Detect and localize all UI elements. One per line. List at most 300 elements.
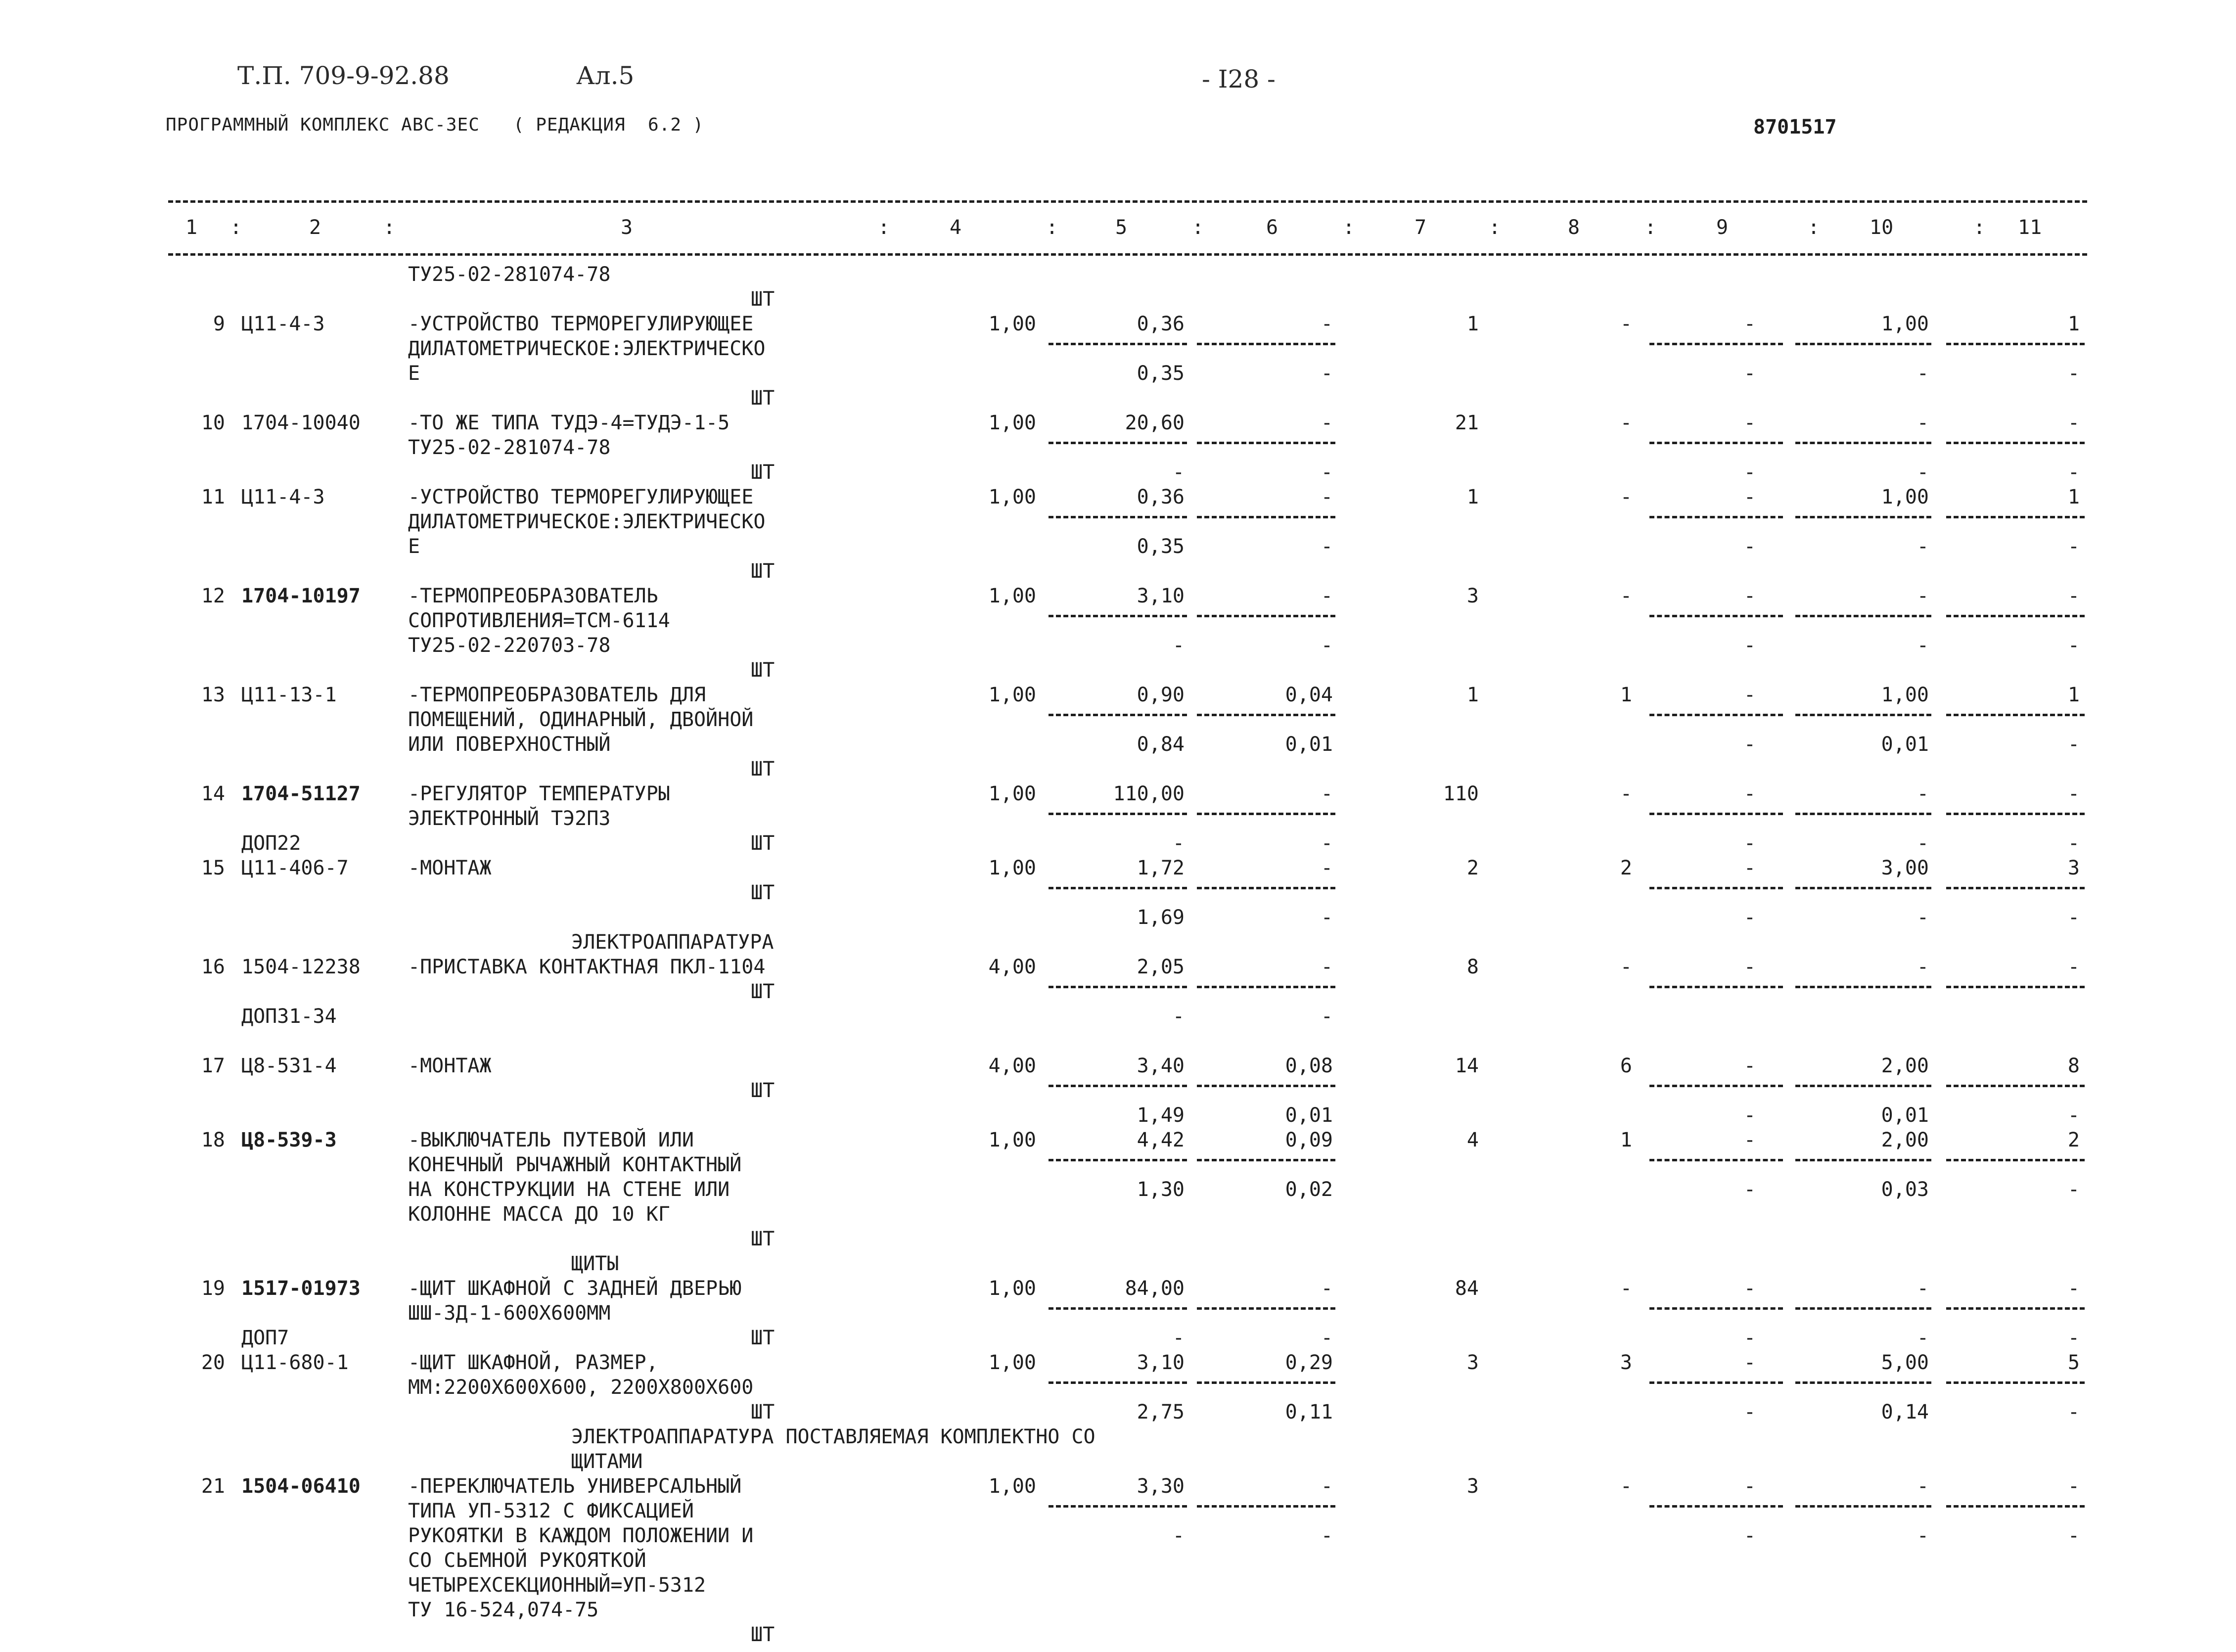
cell-underline: [1649, 714, 1783, 716]
cell-underline: [1049, 343, 1187, 345]
cell-col-9: -: [1743, 362, 1756, 385]
cell-col-11: -: [2067, 1327, 2080, 1349]
cell-col-5: -: [1172, 461, 1185, 484]
cell-col-6: -: [1321, 857, 1333, 879]
cell-col-5: 4,42: [1137, 1129, 1185, 1151]
cell-underline: [1946, 343, 2085, 345]
cell-col-3: -ТЕРМОПРЕОБРАЗОВАТЕЛЬ ДЛЯ: [408, 684, 706, 706]
cell-col-10: -: [1917, 1524, 1929, 1547]
cell-col-3: СО СЬЕМНОЙ РУКОЯТКОЙ: [408, 1549, 646, 1572]
cell-col-3: ПОМЕЩЕНИЙ, ОДИНАРНЫЙ, ДВОЙНОЙ: [408, 708, 754, 731]
cell-col-10: 1,00: [1881, 684, 1929, 706]
cell-underline: [1197, 343, 1335, 345]
cell-col-2: Ц11-406-7: [241, 857, 349, 879]
cell-underline: [1795, 714, 1931, 716]
cell-col-6: 0,01: [1285, 733, 1333, 756]
cell-col-8: 1: [1620, 1129, 1632, 1151]
cell-underline: [1946, 887, 2085, 889]
cell-col-9: -: [1743, 782, 1756, 805]
cell-col-6: 0,09: [1285, 1129, 1333, 1151]
cell-col-11: -: [2067, 832, 2080, 855]
cell-col-5: 2,75: [1137, 1401, 1185, 1423]
cell-col-4: 1,00: [988, 782, 1036, 805]
top-rule: [168, 200, 2087, 203]
cell-col-8: -: [1620, 313, 1632, 335]
cell-underline: [1649, 442, 1783, 444]
unit-cell: ШТ: [751, 288, 775, 311]
cell-underline: [1795, 1159, 1931, 1161]
cell-col-3: РУКОЯТКИ В КАЖДОМ ПОЛОЖЕНИИ И: [408, 1524, 754, 1547]
program-line: ПРОГРАММНЫЙ КОМПЛЕКС АВС-3ЕС ( РЕДАКЦИЯ 6.2 ): [166, 115, 704, 135]
cell-col-7: 14: [1455, 1055, 1479, 1077]
cell-col-10: 1,00: [1881, 313, 1929, 335]
cell-underline: [1049, 887, 1187, 889]
cell-col-11: 1: [2067, 684, 2080, 706]
unit-cell: ШТ: [751, 1623, 775, 1646]
cell-col-11: -: [2067, 412, 2080, 434]
cell-col-1: 16: [201, 956, 225, 978]
cell-col-8: -: [1620, 1475, 1632, 1498]
cell-col-4: 1,00: [988, 1129, 1036, 1151]
cell-col-5: 20,60: [1125, 412, 1185, 434]
cell-col-2: 1517-01973: [241, 1277, 361, 1300]
cell-underline: [1197, 813, 1335, 815]
unit-cell: ШТ: [751, 832, 775, 855]
unit-cell: ШТ: [751, 461, 775, 484]
cell-col-9: -: [1743, 1277, 1756, 1300]
cell-col-7: 1: [1466, 486, 1479, 508]
cell-col-11: -: [2067, 782, 2080, 805]
cell-col-10: -: [1917, 1327, 1929, 1349]
cell-underline: [1197, 1381, 1335, 1384]
cell-col-3: -УСТРОЙСТВО ТЕРМОРЕГУЛИРУЮЩЕЕ: [408, 313, 754, 335]
cell-col-3: ТИПА УП-5312 С ФИКСАЦИЕЙ: [408, 1500, 694, 1522]
cell-col-1: 13: [201, 684, 225, 706]
cell-col-6: -: [1321, 906, 1333, 929]
cell-col-2: Ц11-4-3: [241, 313, 325, 335]
column-number-8: 8: [1568, 216, 1580, 239]
cell-underline: [1795, 442, 1931, 444]
cell-underline: [1049, 1159, 1187, 1161]
cell-col-11: 1: [2067, 486, 2080, 508]
cell-col-8: -: [1620, 486, 1632, 508]
cell-underline: [1197, 1085, 1335, 1087]
cell-col-5: -: [1172, 1005, 1185, 1028]
unit-cell: ШТ: [751, 881, 775, 904]
cell-col-3: -ЩИТ ШКАФНОЙ, РАЗМЕР,: [408, 1351, 658, 1374]
cell-col-3: -ПРИСТАВКА КОНТАКТНАЯ ПКЛ-1104: [408, 956, 766, 978]
unit-cell: ШТ: [751, 560, 775, 583]
unit-cell: ШТ: [751, 1401, 775, 1423]
cell-col-9: -: [1743, 906, 1756, 929]
cell-col-10: 2,00: [1881, 1129, 1929, 1151]
cell-col-2: 1504-12238: [241, 956, 361, 978]
cell-col-11: -: [2067, 733, 2080, 756]
cell-underline: [1197, 615, 1335, 617]
cell-underline: [1049, 442, 1187, 444]
cell-col-6: 0,08: [1285, 1055, 1333, 1077]
cell-col-8: -: [1620, 585, 1632, 607]
cell-col-9: -: [1743, 733, 1756, 756]
unit-cell: ШТ: [751, 1327, 775, 1349]
cell-col-5: 3,40: [1137, 1055, 1185, 1077]
cell-col-9: -: [1743, 1129, 1756, 1151]
cell-underline: [1197, 516, 1335, 518]
cell-col-7: 21: [1455, 412, 1479, 434]
section-heading: ЩИТЫ: [571, 1252, 619, 1275]
cell-col-3: ТУ 16-524,074-75: [408, 1599, 599, 1621]
cell-col-8: -: [1620, 956, 1632, 978]
cell-col-10: -: [1917, 832, 1929, 855]
cell-col-2: ДОП31-34: [241, 1005, 337, 1028]
cell-underline: [1049, 1505, 1187, 1508]
cell-col-3: ИЛИ ПОВЕРХНОСТНЫЙ: [408, 733, 611, 756]
cell-col-9: -: [1743, 412, 1756, 434]
column-separator: :: [383, 216, 396, 239]
cell-underline: [1795, 1505, 1931, 1508]
unit-cell: ШТ: [751, 659, 775, 682]
column-separator: :: [1489, 216, 1501, 239]
cell-col-6: 0,01: [1285, 1104, 1333, 1127]
cell-col-2: Ц8-531-4: [241, 1055, 337, 1077]
cell-col-5: 3,30: [1137, 1475, 1185, 1498]
cell-col-5: 3,10: [1137, 1351, 1185, 1374]
cell-col-3: -УСТРОЙСТВО ТЕРМОРЕГУЛИРУЮЩЕЕ: [408, 486, 754, 508]
cell-col-11: -: [2067, 634, 2080, 657]
cell-col-11: 1: [2067, 313, 2080, 335]
cell-col-6: -: [1321, 782, 1333, 805]
column-number-2: 2: [309, 216, 321, 239]
cell-col-8: 1: [1620, 684, 1632, 706]
cell-col-10: -: [1917, 535, 1929, 558]
cell-col-5: 1,30: [1137, 1178, 1185, 1201]
cell-col-5: 1,69: [1137, 906, 1185, 929]
cell-underline: [1795, 1307, 1931, 1310]
cell-col-5: 0,90: [1137, 684, 1185, 706]
cell-col-2: 1504-06410: [241, 1475, 361, 1498]
cell-col-8: 3: [1620, 1351, 1632, 1374]
cell-underline: [1946, 442, 2085, 444]
cell-underline: [1049, 516, 1187, 518]
album-number: Ал.5: [576, 61, 635, 90]
column-separator: :: [1644, 216, 1657, 239]
cell-col-8: 6: [1620, 1055, 1632, 1077]
cell-col-6: -: [1321, 956, 1333, 978]
cell-underline: [1795, 887, 1931, 889]
cell-underline: [1649, 986, 1783, 988]
cell-col-8: -: [1620, 1277, 1632, 1300]
cell-col-3: НА КОНСТРУКЦИИ НА СТЕНЕ ИЛИ: [408, 1178, 730, 1201]
cell-col-1: 12: [201, 585, 225, 607]
unit-cell: ШТ: [751, 758, 775, 780]
cell-col-10: 1,00: [1881, 486, 1929, 508]
cell-col-2: ДОП22: [241, 832, 301, 855]
cell-col-7: 1: [1466, 313, 1479, 335]
cell-col-5: 2,05: [1137, 956, 1185, 978]
cell-underline: [1197, 986, 1335, 988]
cell-col-6: 0,29: [1285, 1351, 1333, 1374]
cell-col-6: -: [1321, 634, 1333, 657]
cell-col-4: 1,00: [988, 1475, 1036, 1498]
cell-col-2: 1704-10040: [241, 412, 361, 434]
cell-col-11: -: [2067, 956, 2080, 978]
cell-underline: [1946, 615, 2085, 617]
cell-underline: [1197, 714, 1335, 716]
cell-underline: [1197, 442, 1335, 444]
page-number: - I28 -: [1202, 65, 1276, 93]
cell-col-9: -: [1743, 684, 1756, 706]
cell-col-6: -: [1321, 412, 1333, 434]
cell-underline: [1946, 1307, 2085, 1310]
cell-col-5: 0,36: [1137, 313, 1185, 335]
cell-col-2: ДОП7: [241, 1327, 289, 1349]
cell-underline: [1649, 1505, 1783, 1508]
cell-col-11: 2: [2067, 1129, 2080, 1151]
cell-col-7: 84: [1455, 1277, 1479, 1300]
cell-underline: [1049, 986, 1187, 988]
cell-col-3: ММ:2200Х600Х600, 2200Х800Х600: [408, 1376, 754, 1399]
cell-col-5: 0,36: [1137, 486, 1185, 508]
cell-col-3: ДИЛАТОМЕТРИЧЕСКОЕ:ЭЛЕКТРИЧЕСКО: [408, 510, 766, 533]
cell-col-3: ЧЕТЫРЕХСЕКЦИОННЫЙ=УП-5312: [408, 1574, 706, 1597]
cell-col-10: -: [1917, 412, 1929, 434]
cell-underline: [1946, 813, 2085, 815]
cell-col-2: 1704-10197: [241, 585, 361, 607]
column-separator: :: [230, 216, 242, 239]
cell-underline: [1197, 887, 1335, 889]
column-number-5: 5: [1115, 216, 1128, 239]
cell-col-3: ТУ25-02-220703-78: [408, 634, 611, 657]
cell-col-3: СОПРОТИВЛЕНИЯ=ТСМ-6114: [408, 609, 670, 632]
cell-col-5: 0,84: [1137, 733, 1185, 756]
cell-col-5: 84,00: [1125, 1277, 1185, 1300]
column-separator: :: [878, 216, 890, 239]
cell-col-3: -ТО ЖЕ ТИПА ТУДЭ-4=ТУДЭ-1-5: [408, 412, 730, 434]
cell-col-7: 1: [1466, 684, 1479, 706]
cell-col-10: -: [1917, 585, 1929, 607]
cell-col-6: -: [1321, 1005, 1333, 1028]
cell-underline: [1795, 343, 1931, 345]
cell-col-3: Е: [408, 535, 420, 558]
cell-col-7: 4: [1466, 1129, 1479, 1151]
cell-underline: [1649, 615, 1783, 617]
cell-col-7: 2: [1466, 857, 1479, 879]
cell-col-2: Ц11-4-3: [241, 486, 325, 508]
cell-col-4: 1,00: [988, 313, 1036, 335]
cell-col-6: 0,02: [1285, 1178, 1333, 1201]
cell-col-5: -: [1172, 1327, 1185, 1349]
cell-col-9: -: [1743, 634, 1756, 657]
cell-underline: [1049, 813, 1187, 815]
cell-underline: [1795, 516, 1931, 518]
cell-col-10: -: [1917, 362, 1929, 385]
cell-col-11: -: [2067, 1475, 2080, 1498]
cell-col-6: -: [1321, 1475, 1333, 1498]
cell-col-11: -: [2067, 585, 2080, 607]
section-heading: ЭЛЕКТРОАППАРАТУРА: [571, 931, 774, 954]
cell-col-9: -: [1743, 535, 1756, 558]
cell-col-9: -: [1743, 461, 1756, 484]
cell-col-9: -: [1743, 1104, 1756, 1127]
cell-underline: [1795, 1381, 1931, 1384]
column-separator: :: [1973, 216, 1986, 239]
unit-cell: ШТ: [751, 1228, 775, 1250]
cell-col-6: -: [1321, 313, 1333, 335]
cell-col-9: -: [1743, 1401, 1756, 1423]
cell-col-3: КОЛОННЕ МАССА ДО 10 КГ: [408, 1203, 670, 1226]
cell-col-9: -: [1743, 1524, 1756, 1547]
column-separator: :: [1192, 216, 1204, 239]
doc-id: 8701517: [1753, 116, 1837, 138]
cell-col-3: -МОНТАЖ: [408, 1055, 492, 1077]
cell-underline: [1649, 887, 1783, 889]
cell-col-9: -: [1743, 313, 1756, 335]
column-separator: :: [1046, 216, 1058, 239]
cell-underline: [1197, 1307, 1335, 1310]
cell-col-5: -: [1172, 1524, 1185, 1547]
cell-col-9: -: [1743, 486, 1756, 508]
cell-underline: [1049, 714, 1187, 716]
cell-col-10: 0,01: [1881, 733, 1929, 756]
cell-col-11: 8: [2067, 1055, 2080, 1077]
cell-col-7: 3: [1466, 1351, 1479, 1374]
cell-col-10: -: [1917, 782, 1929, 805]
cell-underline: [1049, 615, 1187, 617]
cell-col-4: 1,00: [988, 486, 1036, 508]
cell-col-1: 10: [201, 412, 225, 434]
column-number-6: 6: [1266, 216, 1278, 239]
cell-underline: [1649, 516, 1783, 518]
cell-col-10: 3,00: [1881, 857, 1929, 879]
cell-col-7: 110: [1443, 782, 1479, 805]
column-number-11: 11: [2018, 216, 2042, 239]
cell-col-3: ШШ-3Д-1-600Х600ММ: [408, 1302, 611, 1325]
cell-col-1: 21: [201, 1475, 225, 1498]
cell-col-9: -: [1743, 1178, 1756, 1201]
cell-col-4: 1,00: [988, 857, 1036, 879]
cell-col-4: 1,00: [988, 684, 1036, 706]
column-number-9: 9: [1716, 216, 1729, 239]
cell-col-9: -: [1743, 1475, 1756, 1498]
cell-underline: [1946, 986, 2085, 988]
cell-underline: [1049, 1307, 1187, 1310]
cell-col-9: -: [1743, 1327, 1756, 1349]
cell-col-4: 1,00: [988, 1351, 1036, 1374]
cell-col-11: -: [2067, 1524, 2080, 1547]
cell-col-11: -: [2067, 906, 2080, 929]
cell-col-2: 1704-51127: [241, 782, 361, 805]
cell-col-11: 3: [2067, 857, 2080, 879]
column-number-7: 7: [1415, 216, 1427, 239]
cell-col-3: -ВЫКЛЮЧАТЕЛЬ ПУТЕВОЙ ИЛИ: [408, 1129, 694, 1151]
cell-col-2: Ц11-13-1: [241, 684, 337, 706]
cell-underline: [1197, 1505, 1335, 1508]
cell-underline: [1946, 516, 2085, 518]
column-separator: :: [1808, 216, 1820, 239]
cell-col-10: -: [1917, 956, 1929, 978]
cell-col-9: -: [1743, 857, 1756, 879]
cell-col-9: -: [1743, 1351, 1756, 1374]
cell-col-5: 110,00: [1113, 782, 1185, 805]
cell-underline: [1795, 986, 1931, 988]
cell-col-8: 2: [1620, 857, 1632, 879]
cell-underline: [1946, 1381, 2085, 1384]
cell-underline: [1649, 1085, 1783, 1087]
cell-col-1: 20: [201, 1351, 225, 1374]
cell-col-9: -: [1743, 1055, 1756, 1077]
cell-col-10: -: [1917, 1475, 1929, 1498]
cell-col-4: 4,00: [988, 956, 1036, 978]
cell-col-6: -: [1321, 1277, 1333, 1300]
cell-col-3: -ПЕРЕКЛЮЧАТЕЛЬ УНИВЕРСАЛЬНЫЙ: [408, 1475, 742, 1498]
cell-col-10: 0,14: [1881, 1401, 1929, 1423]
cell-col-1: 14: [201, 782, 225, 805]
unit-cell: ШТ: [751, 387, 775, 410]
cell-col-3: ТУ25-02-281074-78: [408, 436, 611, 459]
cell-col-5: 3,10: [1137, 585, 1185, 607]
cell-col-10: 0,03: [1881, 1178, 1929, 1201]
cell-col-11: -: [2067, 1401, 2080, 1423]
cell-col-8: -: [1620, 412, 1632, 434]
cell-underline: [1049, 1381, 1187, 1384]
cell-col-1: 11: [201, 486, 225, 508]
column-number-10: 10: [1870, 216, 1894, 239]
cell-underline: [1049, 1085, 1187, 1087]
cell-col-6: -: [1321, 535, 1333, 558]
cell-col-11: -: [2067, 362, 2080, 385]
cell-col-10: -: [1917, 906, 1929, 929]
cell-col-1: 17: [201, 1055, 225, 1077]
cell-col-10: 2,00: [1881, 1055, 1929, 1077]
cell-col-1: 19: [201, 1277, 225, 1300]
cell-underline: [1795, 813, 1931, 815]
cell-underline: [1197, 1159, 1335, 1161]
cell-col-6: -: [1321, 1327, 1333, 1349]
cell-col-3: ЭЛЕКТРОННЫЙ ТЭ2ПЗ: [408, 807, 611, 830]
cell-underline: [1649, 1381, 1783, 1384]
cell-col-3: -МОНТАЖ: [408, 857, 492, 879]
cell-col-6: -: [1321, 585, 1333, 607]
cell-col-6: -: [1321, 486, 1333, 508]
cell-col-11: 5: [2067, 1351, 2080, 1374]
cell-col-10: -: [1917, 634, 1929, 657]
header-rule: [168, 253, 2087, 256]
cell-col-5: 1,72: [1137, 857, 1185, 879]
cell-col-4: 4,00: [988, 1055, 1036, 1077]
cell-col-3: ТУ25-02-281074-78: [408, 263, 611, 286]
cell-col-6: -: [1321, 461, 1333, 484]
cell-col-3: ДИЛАТОМЕТРИЧЕСКОЕ:ЭЛЕКТРИЧЕСКО: [408, 337, 766, 360]
cell-col-6: 0,04: [1285, 684, 1333, 706]
cell-col-3: -ТЕРМОПРЕОБРАЗОВАТЕЛЬ: [408, 585, 658, 607]
doc-code: Т.П. 709-9-92.88: [237, 61, 450, 90]
cell-col-5: -: [1172, 634, 1185, 657]
cell-col-3: Е: [408, 362, 420, 385]
cell-col-11: -: [2067, 535, 2080, 558]
cell-col-6: 0,11: [1285, 1401, 1333, 1423]
cell-col-1: 9: [213, 313, 225, 335]
cell-col-8: -: [1620, 782, 1632, 805]
cell-col-1: 18: [201, 1129, 225, 1151]
cell-col-1: 15: [201, 857, 225, 879]
cell-col-3: КОНЕЧНЫЙ РЫЧАЖНЫЙ КОНТАКТНЫЙ: [408, 1153, 742, 1176]
column-separator: :: [1343, 216, 1355, 239]
cell-col-11: -: [2067, 461, 2080, 484]
column-number-4: 4: [950, 216, 962, 239]
section-heading: ЭЛЕКТРОАППАРАТУРА ПОСТАВЛЯЕМАЯ КОМПЛЕКТНО СО: [571, 1425, 1095, 1448]
cell-underline: [1946, 714, 2085, 716]
cell-col-10: 0,01: [1881, 1104, 1929, 1127]
